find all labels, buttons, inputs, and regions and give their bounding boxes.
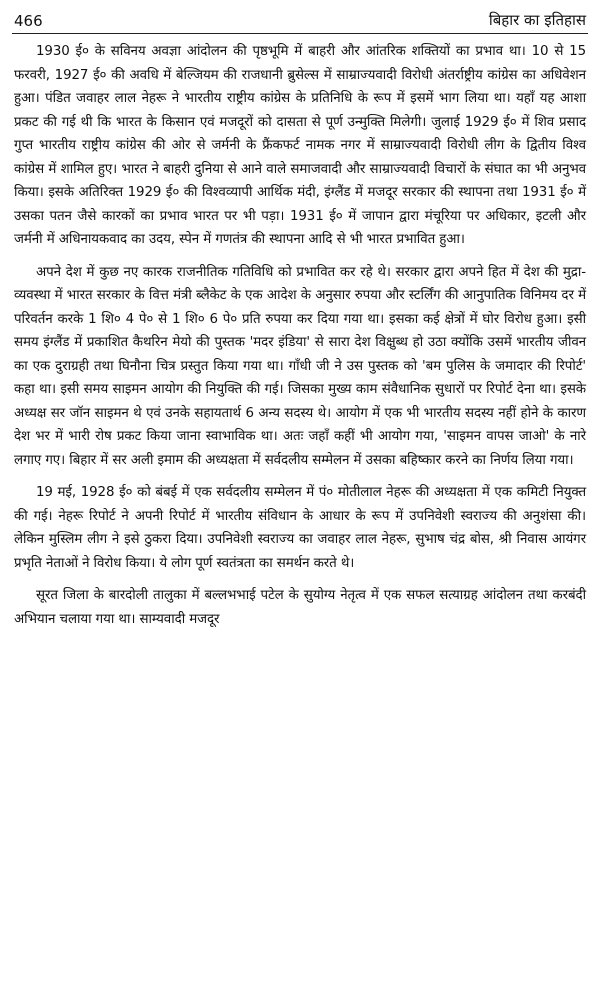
paragraph-4: सूरत जिला के बारदोली तालुका में बल्लभभाई पटेल के सुयोग्य नेतृत्व में एक सफल सत्याग्रह आंदोलन तथा करबंदी अभियान चलाया गया था। साम्यवादी मजदूर: [14, 588, 586, 627]
paragraph-1: 1930 ई० के सविनय अवज्ञा आंदोलन की पृष्ठभूमि में बाहरी और आंतरिक शक्तियों का प्रभाव था। 10 से 15 फरवरी, 1927 ई० की अवधि में बेल्जियम की राजधानी ब्रुसेल्स में साम्राज्यवादी विरोधी अंतर्राष्ट्रीय कांग्रेस का अधिवेशन हुआ। पंडित जवाहर लाल नेहरू ने भारतीय राष्ट्रीय कांग्रेस के प्रतिनिधि के रूप में इसमें भाग लिया था। यहाँ यह आशा प्रकट की गई थी कि भारत के किसान एवं मजदूरों को दासता से पूर्ण उन्मुक्ति मिलेगी। जुलाई 1929 ई० में शिव प्रसाद गुप्त भारतीय राष्ट्रीय कांग्रेस की ओर से जर्मनी के फ्रैंकफर्ट नामक नगर में साम्राज्यवादी विरोधी लीग के द्वितीय विश्व कांग्रेस में शामिल हुए। भारत ने बाहरी दुनिया से आने वाले समाजवादी और साम्राज्यवादी विचारों के संघात का भी अनुभव किया। इसके अतिरिक्त 1929 ई० की विश्वव्यापी आर्थिक मंदी, इंग्लैंड में मजदूर सरकार की स्थापना तथा 1931 ई० में उसका पतन जैसे कारकों का प्रभाव भारत पर भी पड़ा। 1931 ई० में जापान द्वारा मंचूरिया पर अधिकार, इटली और जर्मनी में अधिनायकवाद का उदय, स्पेन में गणतंत्र की स्थापना आदि से भी भारत प्रभावित हुआ।: [14, 44, 586, 247]
page-header: [14, 6, 586, 30]
paragraph-2: अपने देश में कुछ नए कारक राजनीतिक गतिविधि को प्रभावित कर रहे थे। सरकार द्वारा अपने हित में देश की मुद्रा-व्यवस्था में भारत सरकार के वित्त मंत्री ब्लैकेट के एक आदेश के अनुसार रुपया और स्टर्लिंग की आनुपातिक विनिमय दर में परिवर्तन करके 1 शि० 4 पे० से 1 शि० 6 पे० प्रति रुपया कर दिया गया था। इसका कई क्षेत्रों में घोर विरोध हुआ। इसी समय इंग्लैंड में प्रकाशित कैथरिन मेयो की पुस्तक 'मदर इंडिया' से सारा देश विक्षुब्ध हो उठा क्योंकि उसमें भारतीय जीवन का एक दुराग्रही तथा घिनौना चित्र प्रस्तुत किया गया था। गाँधी जी ने उस पुस्तक को 'बम पुलिस के जमादार की रिपोर्ट' कहा था। इसी समय साइमन आयोग की नियुक्ति की गई। जिसका मुख्य काम संवैधानिक सुधारों पर रिपोर्ट देना था। इसके अध्यक्ष सर जॉन साइमन थे एवं उनके सहायतार्थ 6 अन्य सदस्य थे। आयोग में एक भी भारतीय सदस्य नहीं होने के कारण देश भर में भारी रोष प्रकट किया जाना स्वाभाविक था। अतः जहाँ कहीं भी आयोग गया, 'साइमन वापस जाओ' के नारे लगाए गए। बिहार में सर अली इमाम की अध्यक्षता में सर्वदलीय सम्मेलन में उसका बहिष्कार करने का निर्णय लिया गया।: [14, 264, 586, 468]
page-number: 466: [14, 12, 43, 30]
book-title: बिहार का इतिहास: [488, 11, 586, 29]
page-body: [14, 40, 586, 631]
header-divider: [12, 33, 588, 34]
paragraph-3: 19 मई, 1928 ई० को बंबई में एक सर्वदलीय सम्मेलन में पं० मोतीलाल नेहरू की अध्यक्षता में एक कमिटी नियुक्त की गई। नेहरू रिपोर्ट ने अपनी रिपोर्ट में भारतीय संविधान के आधार के रूप में उपनिवेशी स्वराज्य की अनुशंसा की। लेकिन मुस्लिम लीग ने इसे ठुकरा दिया। उपनिवेशी स्वराज्य का जवाहर लाल नेहरू, सुभाष चंद्र बोस, श्री निवास आयंगर प्रभृति नेताओं ने विरोध किया। ये लोग पूर्ण स्वतंत्रता का समर्थन करते थे।: [14, 485, 586, 571]
